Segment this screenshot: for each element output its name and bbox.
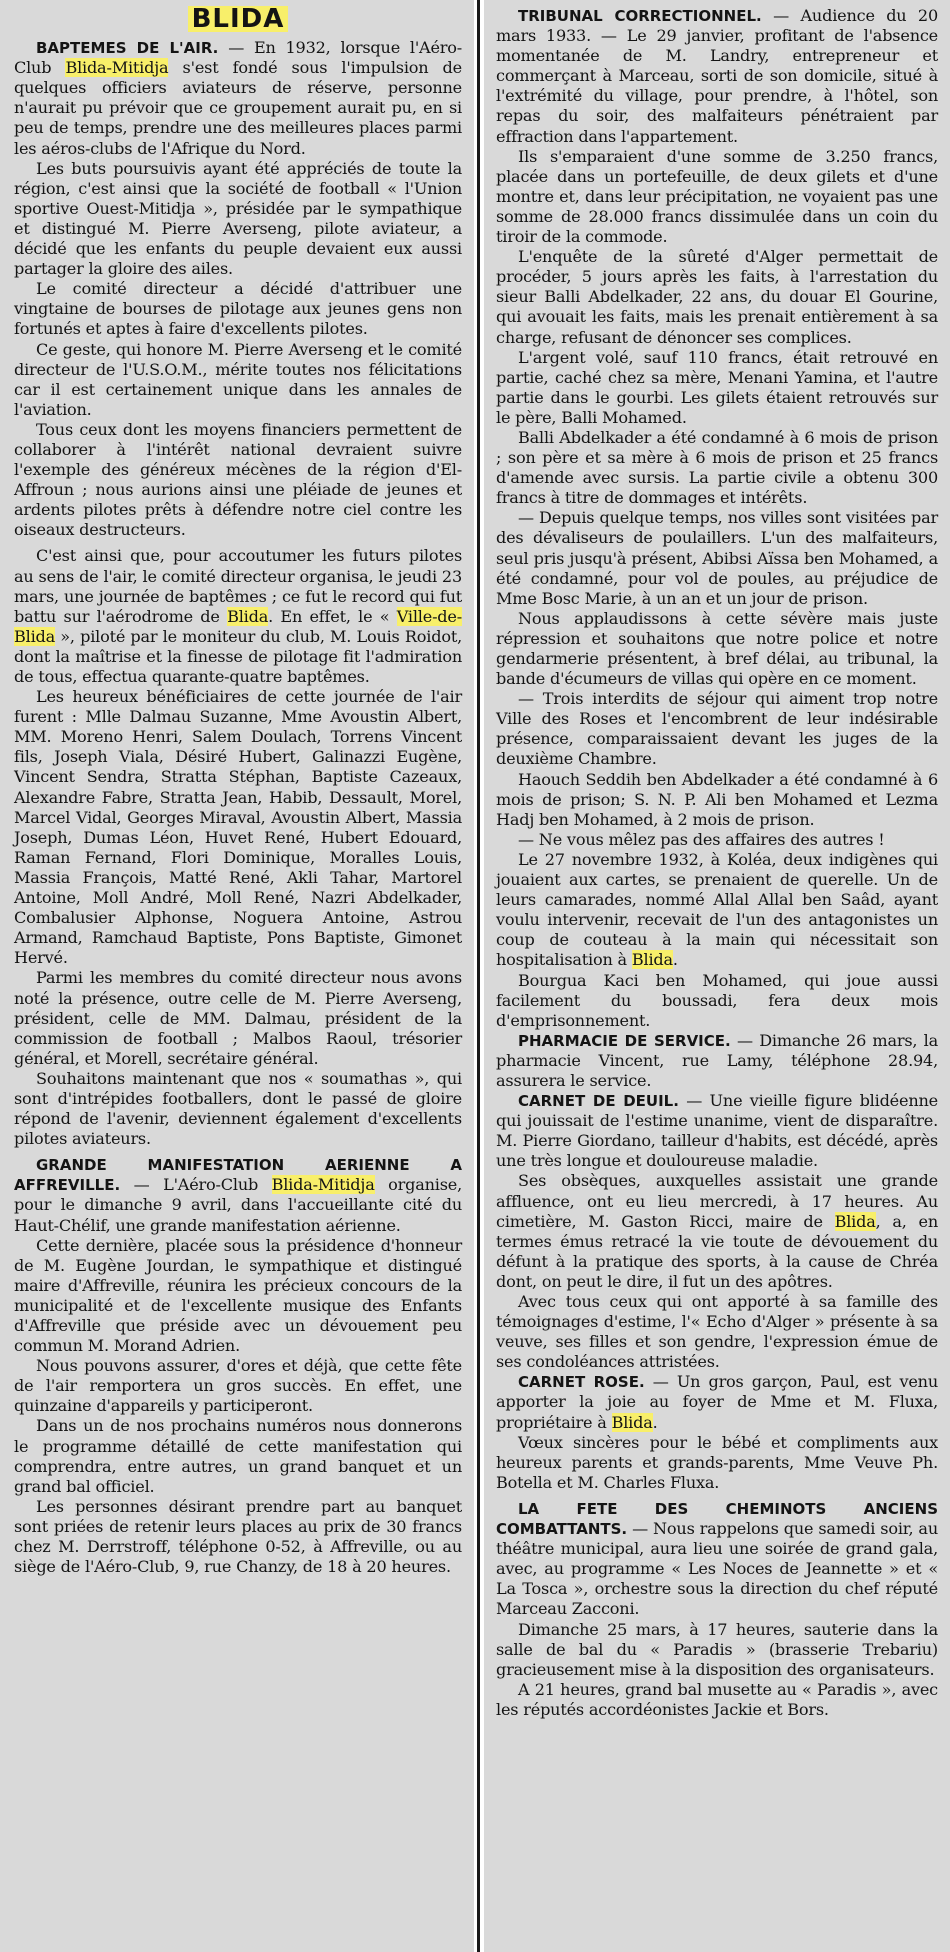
article-heading-pharmacie: PHARMACIE DE SERVICE. [518,1031,731,1050]
article-paragraph: Ce geste, qui honore M. Pierre Averseng et le comité directeur de l'U.S.O.M., mérite toutes nos félicitations car il est certainement unique dans les annales de l'aviation. [14,339,462,419]
article-paragraph: Vœux sincères pour le bébé et compliments aux heureux parents et grands-parents, Mme Veuve Ph. Botella et M. Charles Fluxa. [496,1432,938,1492]
article-paragraph: Parmi les membres du comité directeur nous avons noté la présence, outre celle de M. Pierre Averseng, président, celle de MM. Dalmau, président de la commission de football ; Malbos Raoul, trésorier général, et Morell, secrétaire général. [14,968,462,1068]
article-paragraph: CARNET DE DEUIL. — Une vieille figure blidéenne qui jouissait de l'estime unanime, vient de disparaître. M. Pierre Giordano, tailleur d'habits, est décédé, après une très longue et douloureuse maladie. [496,1091,938,1171]
article-paragraph: Dimanche 25 mars, à 17 heures, sauterie dans la salle de bal du « Paradis » (brasserie Trebariu) gracieusement mise à la disposition des organisateurs. [496,1619,938,1679]
article-paragraph: Dans un de nos prochains numéros nous donnerons le programme détaillé de cette manifestation qui comprendra, entre autres, un grand banquet et un grand bal officiel. [14,1416,462,1496]
highlight-term: Blida [834,1211,876,1231]
article-paragraph: L'argent volé, sauf 110 francs, était retrouvé en partie, caché chez sa mère, Menani Yamina, et l'autre partie dans le gourbi. Les gilets étaient retrouvés sur le père, Balli Mohamed. [496,347,938,427]
article-paragraph: Souhaitons maintenant que nos « soumathas », qui sont d'intrépides footballers, dont le passé de gloire répond de l'avenir, deviennent également d'excellents pilotes aviateurs. [14,1068,462,1149]
article-paragraph: Haouch Seddih ben Abdelkader a été condamné à 6 mois de prison; S. N. P. Ali ben Mohamed et Lezma Hadj ben Mohamed, à 2 mois de prison. [496,769,938,829]
article-paragraph: Le 27 novembre 1932, à Koléa, deux indigènes qui jouaient aux cartes, se prenaient de querelle. Un de leurs camarades, nommé Allal Allal ben Saâd, ayant voulu intervenir, recevait de l'un des antagonistes un coup de couteau à la main qui nécessitait son hospitalisation à Blida. [496,849,938,970]
article-paragraph: LA FETE DES CHEMINOTS ANCIENS COMBATTANTS. — Nous rappelons que samedi soir, au théâtre municipal, aura lieu une soirée de grand gala, avec, au programme « Les Noces de Jeannette » et « La Tosca », orchestre sous la direction du chef réputé Marceau Zacconi. [496,1499,938,1619]
article-paragraph: Nous pouvons assurer, d'ores et déjà, que cette fête de l'air remportera un gros succès. En effet, une quinzaine d'appareils y participeront. [14,1356,462,1416]
article-paragraph: C'est ainsi que, pour accoutumer les futurs pilotes au sens de l'air, le comité directeur organisa, le jeudi 23 mars, une journée de baptêmes ; ce fut le record qui fut battu sur l'aérodrome de Blida. En effet, le « Ville-de-Blida », piloté par le moniteur du club, M. Louis Roidot, dont la maîtrise et la finesse de pilotage fit l'admiration de tous, effectua quarante-quatre baptêmes. [14,546,462,686]
article-paragraph: TRIBUNAL CORRECTIONNEL. — Audience du 20 mars 1933. — Le 29 janvier, profitant de l'absence momentanée de M. Landry, entrepreneur et commerçant à Marceau, sorti de son domicile, situé à l'extrémité du village, pour prendre, à l'hôtel, son repas du soir, des malfaiteurs pénétraient par effraction dans l'appartement. [496,6,938,146]
highlight-term: Ville-de-Blida [14,606,462,646]
article-paragraph: Tous ceux dont les moyens financiers permettent de collaborer à l'intérêt national devraient suivre l'exemple des généreux mécènes de la région d'El-Affroun ; nous aurions ainsi une pléiade de jeunes et ardents pilotes prêts à défendre notre ciel contre les oiseaux destructeurs. [14,419,462,540]
article-paragraph: — Trois interdits de séjour qui aiment trop notre Ville des Roses et l'encombrent de leur indésirable présence, comparaissaient devant les juges de la deuxième Chambre. [496,689,938,769]
article-paragraph: L'enquête de la sûreté d'Alger permettait de procéder, 5 jours après les faits, à l'arrestation du sieur Balli Abdelkader, 22 ans, du douar El Gourine, qui avouait les faits, mais les prenait entièrement à sa charge, refusant de dénoncer ses complices. [496,247,938,347]
article-paragraph: Ils s'emparaient d'une somme de 3.250 francs, placée dans un portefeuille, de deux gilets et d'une montre et, dans leur précipitation, ne voyaient pas une somme de 28.000 francs dissimulée dans un coin du tiroir de la commode. [496,146,938,247]
article-paragraph: Nous applaudissons à cette sévère mais juste répression et souhaitons que notre police et notre gendarmerie présentent, à bref délai, au tribunal, la bande d'écumeurs de villas qui opère en ce moment. [496,608,938,689]
article-paragraph: GRANDE MANIFESTATION AERIENNE A AFFREVILLE. — L'Aéro-Club Blida-Mitidja organise, pour le dimanche 9 avril, dans l'accueillante cité du Haut-Chélif, une grande manifestation aérienne. [14,1156,462,1235]
article-paragraph: CARNET ROSE. — Un gros garçon, Paul, est venu apporter la joie au foyer de Mme et M. Fluxa, propriétaire à Blida. [496,1372,938,1432]
column-rule [477,0,480,1952]
highlight-term: Blida [611,1412,653,1432]
article-paragraph: PHARMACIE DE SERVICE. — Dimanche 26 mars, la pharmacie Vincent, rue Lamy, téléphone 28.94, assurera le service. [496,1030,938,1090]
left-column [0,0,474,1952]
highlight-term: Blida [631,950,673,970]
article-paragraph: Les heureux bénéficiaires de cette journée de l'air furent : Mlle Dalmau Suzanne, Mme Avoustin Albert, MM. Moreno Henri, Salem Doulach, Torrens Vincent fils, Joseph Viala, Désiré Hubert, Galinazzi Eugène, Vincent Sendra, Stratta Stéphan, Baptiste Cazeaux, Alexandre Fabre, Stratta Jean, Habib, Dessault, Morel, Marcel Vidal, Georges Miraval, Avoustin Albert, Massia Joseph, Dumas Léon, Huvet René, Hubert Edouard, Raman Fernand, Flori Dominique, Moralles Louis, Massia François, Matté René, Akli Tahar, Martorel Antoine, Moll André, Moll René, Nazri Abdelkader, Combalusier Alphonse, Noguera Antoine, Astrou Armand, Ramchaud Baptiste, Pons Baptiste, Gimonet Hervé. [14,687,462,968]
highlight-term: Blida-Mitidja [271,1175,375,1195]
article-paragraph: A 21 heures, grand bal musette au « Paradis », avec les réputés accordéonistes Jackie et Bors. [496,1679,938,1719]
masthead-title: BLIDA [188,6,289,32]
highlight-term: Blida-Mitidja [65,58,169,78]
highlight-term: Blida [227,606,269,626]
article-paragraph: Cette dernière, placée sous la présidence d'honneur de M. Eugène Jourdan, le sympathique et distingué maire d'Affreville, réunira les précieux concours de la municipalité et de l'excellente musique des Enfants d'Affreville que préside avec un dévouement peu commun M. Morand Adrien. [14,1235,462,1356]
article-paragraph: Avec tous ceux qui ont apporté à sa famille des témoignages d'estime, l'« Echo d'Alger » présente à sa veuve, ses filles et son gendre, l'expression émue de ses condoléances attristées. [496,1292,938,1372]
article-heading-tribunal: TRIBUNAL CORRECTIONNEL. [518,7,762,25]
article-heading-carnet-rose: CARNET ROSE. [518,1373,645,1392]
article-heading-baptemes: BAPTEMES DE L'AIR. [36,39,219,58]
right-column [484,0,950,1952]
article-heading-cheminots: LA FETE DES CHEMINOTS ANCIENS COMBATTANTS. [496,1499,938,1539]
article-paragraph: BAPTEMES DE L'AIR. — En 1932, lorsque l'Aéro-Club Blida-Mitidja s'est fondé sous l'impulsion de quelques officiers aviateurs de réserve, personne n'aurait pu prévoir que ce groupement aurait pu, en si peu de temps, prendre une des meilleures places parmi les aéros-clubs de l'Afrique du Nord. [14,38,463,158]
article-paragraph: Les buts poursuivis ayant été appréciés de toute la région, c'est ainsi que la société de football « l'Union sportive Ouest-Mitidja », présidée par le sympathique et distingué M. Pierre Averseng, pilote aviateur, a décidé que les enfants du peuple devaient eux aussi partager la gloire des ailes. [14,158,462,279]
masthead [14,6,462,32]
article-paragraph: — Ne vous mêlez pas des affaires des autres ! [518,829,885,849]
article-paragraph: Les personnes désirant prendre part au banquet sont priées de retenir leurs places au prix de 30 francs chez M. Derrstroff, téléphone 0-52, à Affreville, ou au siège de l'Aéro-Club, 9, rue Chanzy, de 18 à 20 heures. [14,1496,462,1577]
article-paragraph: Bourgua Kaci ben Mohamed, qui joue aussi facilement du boussadi, fera deux mois d'emprisonnement. [496,970,938,1030]
article-paragraph: Ses obsèques, auxquelles assistait une grande affluence, ont eu lieu mercredi, à 17 heures. Au cimetière, M. Gaston Ricci, maire de Blida, a, en termes émus retracé la vie toute de dévouement du défunt à la pratique des sports, à la cause de Chréa dont, on peut le dire, il fut un des apôtres. [496,1171,938,1291]
article-paragraph: Le comité directeur a décidé d'attribuer une vingtaine de bourses de pilotage aux jeunes gens non fortunés et aptes à faire d'excellents pilotes. [14,279,462,339]
article-paragraph: — Depuis quelque temps, nos villes sont visitées par des dévaliseurs de poulaillers. L'un des malfaiteurs, seul pris jusqu'à présent, Abibsi Aïssa ben Mohamed, a été condamné, pour vol de poules, au préjudice de Mme Bosc Marie, à un an et un jour de prison. [496,508,938,608]
article-heading-deuil: CARNET DE DEUIL. [518,1092,679,1111]
article-paragraph: Balli Abdelkader a été condamné à 6 mois de prison ; son père et sa mère à 6 mois de prison et 25 francs d'amende avec sursis. La partie civile a obtenu 300 francs à titre de dommages et intérêts. [496,427,938,508]
article-heading-manifestation: GRANDE MANIFESTATION AERIENNE A AFFREVILLE. [14,1156,462,1195]
